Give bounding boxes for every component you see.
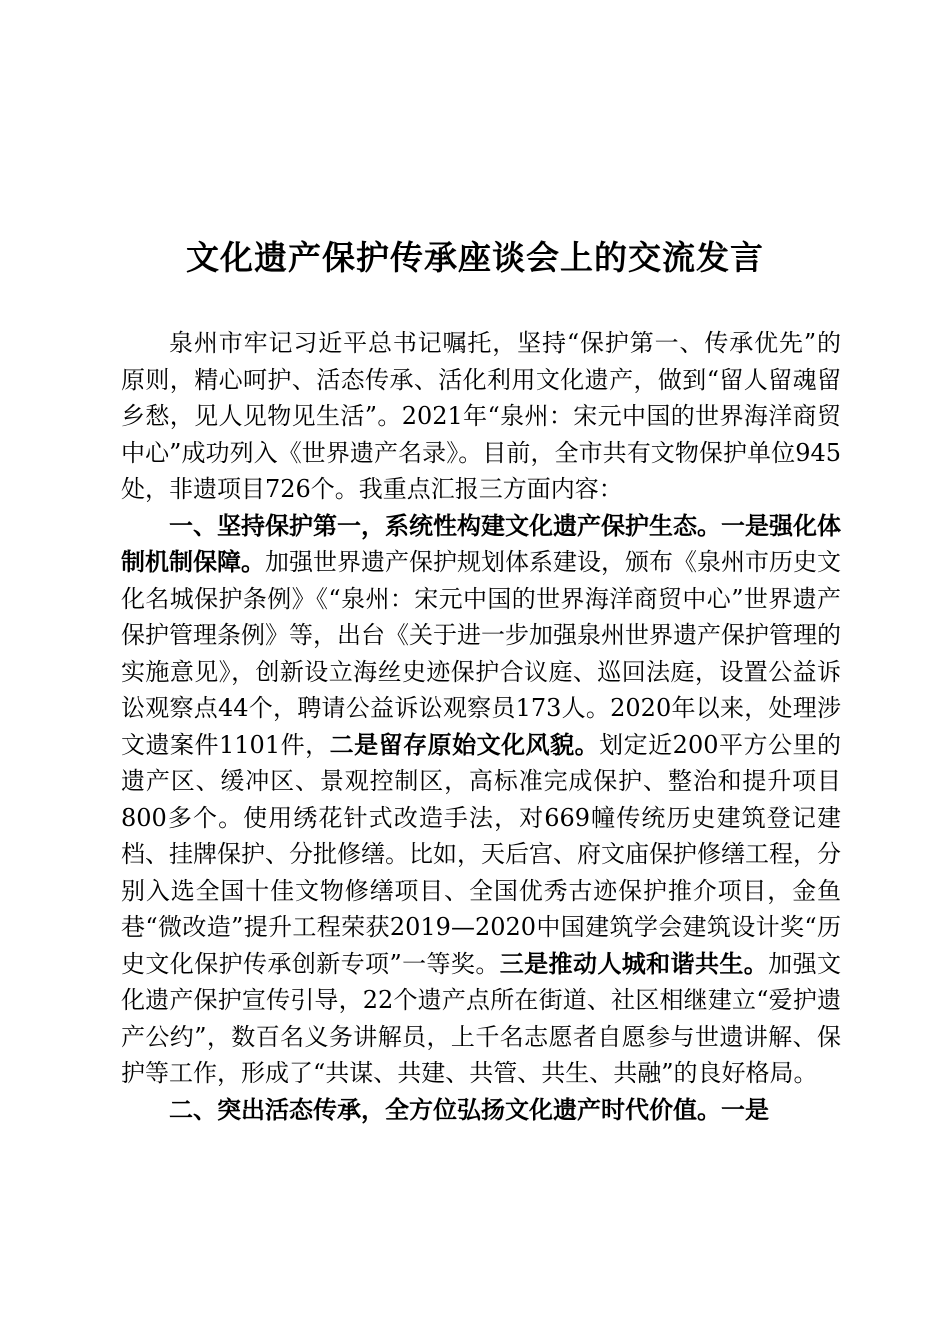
section-1-point-2-text: 划定近200平方公里的遗产区、缓冲区、景观控制区，高标准完成保护、整治和提升项目800多个。使用绣花针式改造手法，对669幢传统历史建筑登记建档、挂牌保护、分批修缮。比如，天后宫、府文庙保护修缮工程，分别入选全国十佳文物修缮项目、全国优秀古迹保护推介项目，金鱼巷“微改造”提升工程荣获2019—2020中国建筑学会建筑设计奖“历史文化保护传承创新专项”一等奖。 xyxy=(121,730,841,978)
intro-paragraph: 泉州市牢记习近平总书记嘱托，坚持“保护第一、传承优先”的原则，精心呵护、活态传承、活化利用文化遗产，做到“留人留魂留乡愁，见人见物见生活”。2021年“泉州：宋元中国的世界海洋商贸中心”成功列入《世界遗产名录》。目前，全市共有文物保护单位945处，非遗项目726个。我重点汇报三方面内容： xyxy=(121,329,841,503)
document-body xyxy=(121,325,841,1128)
section-1-paragraph xyxy=(121,508,841,1092)
section-2-heading: 二、突出活态传承，全方位弘扬文化遗产时代价值。 xyxy=(169,1094,721,1124)
section-2-paragraph xyxy=(121,1092,841,1129)
section-1-point-2-label: 二是留存原始文化风貌。 xyxy=(329,729,600,759)
section-1-point-1-label: 一是强化体制机制保障。 xyxy=(121,510,841,576)
section-1-point-1-text: 加强世界遗产保护规划体系建设，颁布《泉州市历史文化名城保护条例》《“泉州：宋元中国的世界海洋商贸中心”世界遗产保护管理条例》等，出台《关于进一步加强泉州世界遗产保护管理的实施意见》，创新设立海丝史迹保护合议庭、巡回法庭，设置公益诉讼观察点44个，聘请公益诉讼观察员173人。2020年以来，处理涉文遗案件1101件， xyxy=(121,548,841,759)
section-1-point-3-label: 三是推动人城和谐共生。 xyxy=(499,948,769,978)
section-1-point-3-text: 加强文化遗产保护宣传引导，22个遗产点所在街道、社区相继建立“爱护遗产公约”，数百名义务讲解员，上千名志愿者自愿参与世遗讲解、保护等工作，形成了“共谋、共建、共管、共生、共融”的良好格局。 xyxy=(121,949,841,1087)
document-title: 文化遗产保护传承座谈会上的交流发言 xyxy=(186,238,764,277)
section-2-point-1-label: 一是 xyxy=(721,1094,769,1124)
section-1-heading: 一、坚持保护第一，系统性构建文化遗产保护生态。 xyxy=(169,510,721,540)
